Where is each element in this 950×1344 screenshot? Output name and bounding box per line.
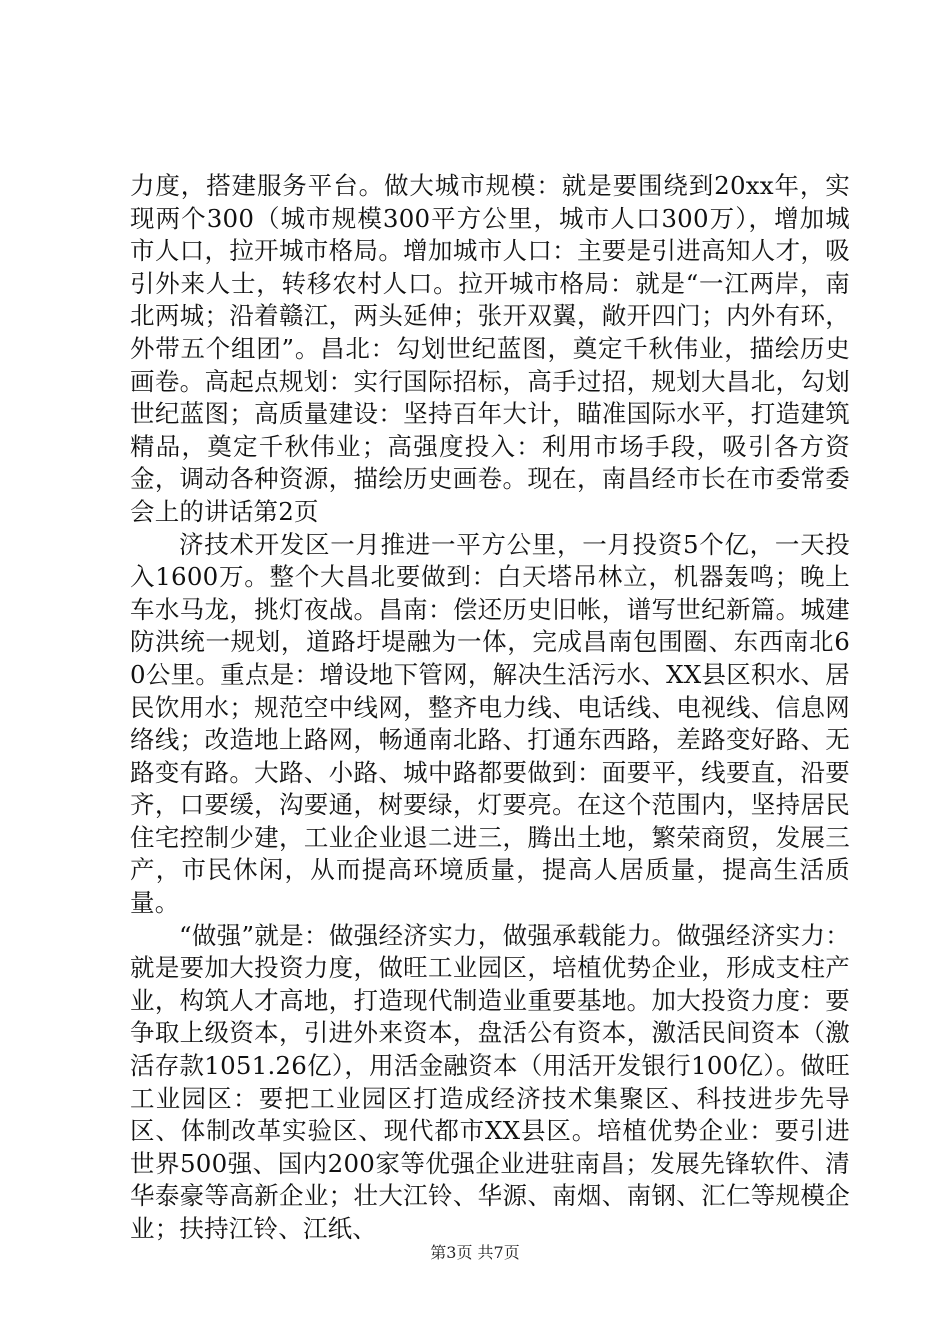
paragraph-3: “做强”就是：做强经济实力，做强承载能力。做强经济实力：就是要加大投资力度，做旺工业园区，培植优势企业，形成支柱产业，构筑人才高地，打造现代制造业重要基地。加大投资力度：要争取上级资本，引进外来资本，盘活公有资本，激活民间资本（激活存款1051.26亿），用活金融资本（用活开发银行100亿）。做旺工业园区：要把工业园区打造成经济技术集聚区、科技进步先导区、体制改革实验区、现代都市XX县区。培植优势企业：要引进世界500强、国内200家等优强企业进驻南昌；发展先锋软件、清华泰豪等高新企业；壮大江铃、华源、南烟、南钢、汇仁等规模企业；扶持江铃、江纸、 [130,920,850,1243]
document-body [130,170,850,1246]
paragraph-2: 济技术开发区一月推进一平方公里，一月投资5个亿，一天投入1600万。整个大昌北要做到：白天塔吊林立，机器轰鸣；晚上车水马龙，挑灯夜战。昌南：偿还历史旧帐，谱写世纪新篇。城建防洪统一规划，道路圩堤融为一体，完成昌南包围圈、东西南北60公里。重点是：增设地下管网，解决生活污水、XX县区积水、居民饮用水；规范空中线网，整齐电力线、电话线、电视线、信息网络线；改造地上路网，畅通南北路、打通东西路，差路变好路、无路变有路。大路、小路、城中路都要做到：面要平，线要直，沿要齐，口要缓，沟要通，树要绿，灯要亮。在这个范围内，坚持居民住宅控制少建，工业企业退二进三，腾出土地，繁荣商贸，发展三产，市民休闲，从而提高环境质量，提高人居质量，提高生活质量。 [130,529,850,918]
paragraph-1: 力度，搭建服务平台。做大城市规模：就是要围绕到20xx年，实现两个300（城市规模300平方公里，城市人口300万），增加城市人口，拉开城市格局。增加城市人口：主要是引进高知人才，吸引外来人士，转移农村人口。拉开城市格局：就是“一江两岸，南北两城；沿着赣江，两头延伸；张开双翼，敞开四门；内外有环，外带五个组团”。昌北：勾划世纪蓝图，奠定千秋伟业，描绘历史画卷。高起点规划：实行国际招标，高手过招，规划大昌北，勾划世纪蓝图；高质量建设：坚持百年大计，瞄准国际水平，打造建筑精品，奠定千秋伟业；高强度投入：利用市场手段，吸引各方资金，调动各种资源，描绘历史画卷。现在，南昌经市长在市委常委会上的讲话第2页 [130,171,850,526]
page-number-footer: 第3页 共7页 [430,1243,520,1262]
